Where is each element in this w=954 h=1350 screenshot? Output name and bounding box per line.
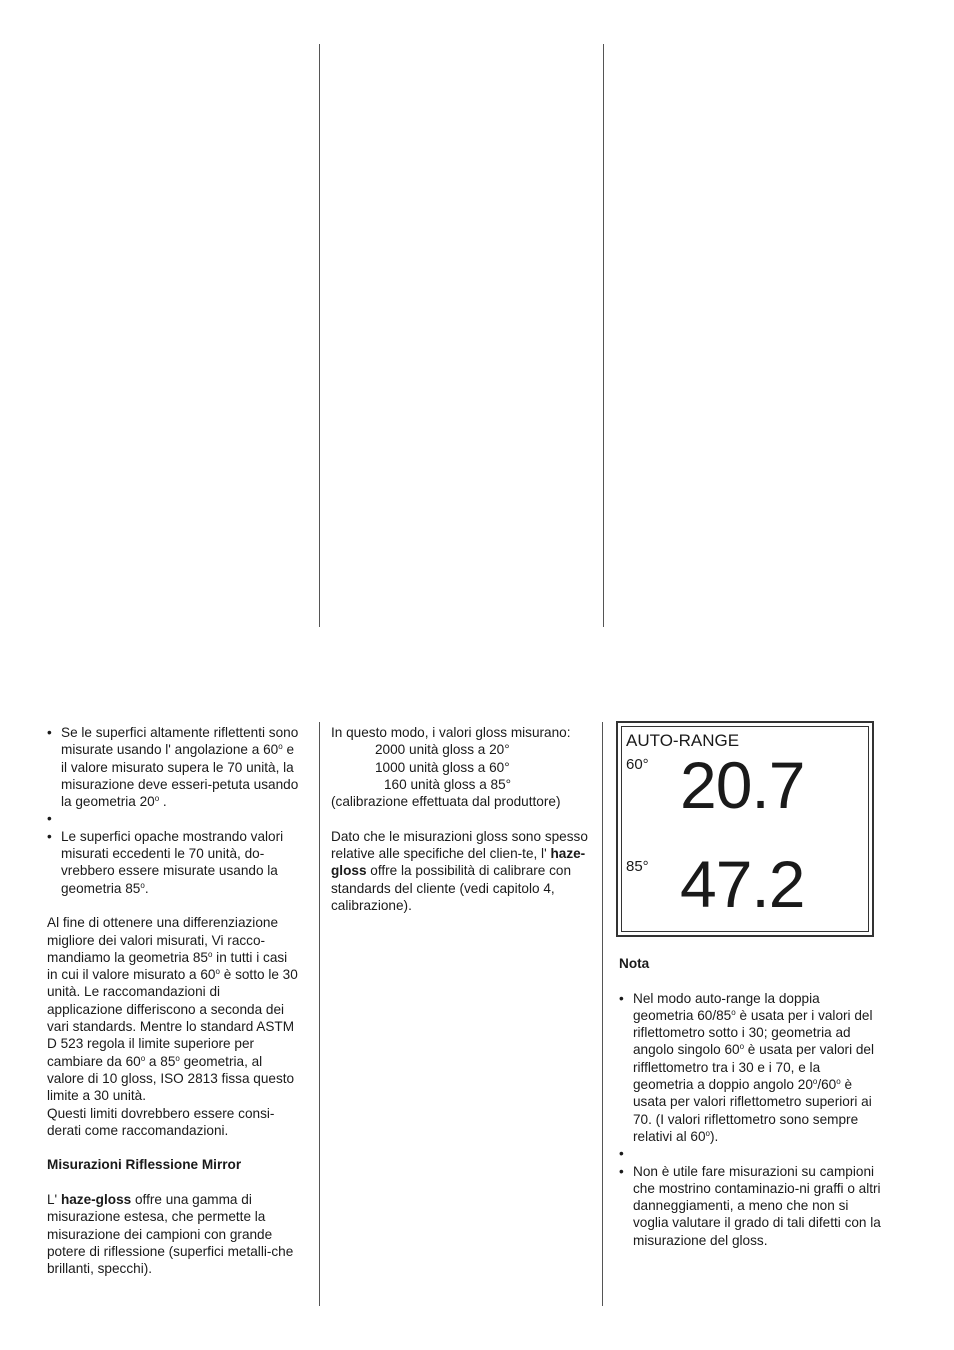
bullet-list — [47, 724, 299, 897]
note-heading: Nota — [619, 956, 650, 971]
paragraph: Dato che le misurazioni gloss sono spesso relative alle specifiche del clien-te, l' haze-gloss offre la possibilità di calibrare con standards del cliente (vedi capitolo 4, calibrazione). — [331, 828, 588, 913]
paragraph: (calibrazione effettuata dal produttore) — [331, 794, 561, 810]
spacer — [619, 1145, 881, 1162]
gloss-range-line: 160 unità gloss a 85° — [384, 776, 512, 792]
left-column — [47, 724, 299, 1278]
list-item: • Se le superfici altamente riflettenti sono misurate usando l' angolazione a 60$^o$ e il valore misurato supera le 70 unità, la misurazione deve esseri-petuta usando la geometria 20$^o$ . — [47, 724, 299, 810]
section-heading: Misurazioni Riflessione Mirror — [47, 1157, 242, 1173]
list-item: • Nel modo auto-range la doppia geometria 60/85$^o$ è usata per i valori del riflettometro sotto i 30; geometria ad angolo singolo 60$^o$ è usata per valori del rifflettometro tra i 30 e i 70, e la geometria a doppio angolo 20$^o$/60$^o$ è usata per valori riflettometro superiori ai 70. (I valori riflettometro sono sempre relativi al 60$^o$). — [619, 990, 881, 1146]
column-divider-bottom-right — [602, 722, 603, 1306]
list-item: • Non è utile fare misurazioni su campioni che mostrino contaminazio-ni graffi o altri danneggiamenti, a meno che non si voglia valutare il grado di tali difetti con la misurazione del gloss. — [619, 1163, 881, 1249]
display-angle-label: 85° — [626, 858, 649, 875]
instrument-display — [616, 721, 874, 937]
middle-column — [331, 724, 589, 914]
display-screen — [621, 726, 869, 932]
display-angle-label: 60° — [626, 756, 649, 773]
display-mode-label: AUTO-RANGE — [626, 731, 740, 750]
gloss-range-line: 2000 unità gloss a 20° — [375, 742, 510, 758]
column-divider-bottom-left — [319, 722, 320, 1306]
paragraph: L' haze-gloss offre una gamma di misurazione estesa, che permette la misurazione dei campioni con grande potere di riflessione (superfici metalli-che brillanti, specchi). — [47, 1192, 294, 1277]
gloss-range-line: 1000 unità gloss a 60° — [375, 759, 510, 775]
list-item: • Le superfici opache mostrando valori misurati eccedenti le 70 unità, do-vrebbero essere misurate usando la geometria 85$^o$. — [47, 828, 299, 897]
spacer — [47, 810, 299, 827]
paragraph: Questi limiti dovrebbero essere consi-derati come raccomandazioni. — [47, 1105, 275, 1138]
right-column — [619, 955, 881, 1249]
display-reading: 47.2 — [680, 847, 805, 921]
paragraph: Al fine di ottenere una differenziazione migliore dei valori misurati, Vi racco-mandiamo la geometria 85$^o$ in tutti i casi in cui il valore misurato a 60$^o$ è sotto le 30 unità. Le raccomandazioni di applicazione differiscono a seconda dei vari standards. Mentre lo standard ASTM D 523 regola il limite superiore per cambiare da 60$^o$ a 85$^o$ geometria, al valore di 10 gloss, ISO 2813 fissa questo limite a 30 unità. — [47, 915, 298, 1104]
column-divider-top-right — [603, 44, 604, 627]
paragraph: In questo modo, i valori gloss misurano: — [331, 725, 571, 740]
note-list — [619, 990, 881, 1249]
column-divider-top-left — [319, 44, 320, 627]
display-reading: 20.7 — [680, 748, 805, 822]
